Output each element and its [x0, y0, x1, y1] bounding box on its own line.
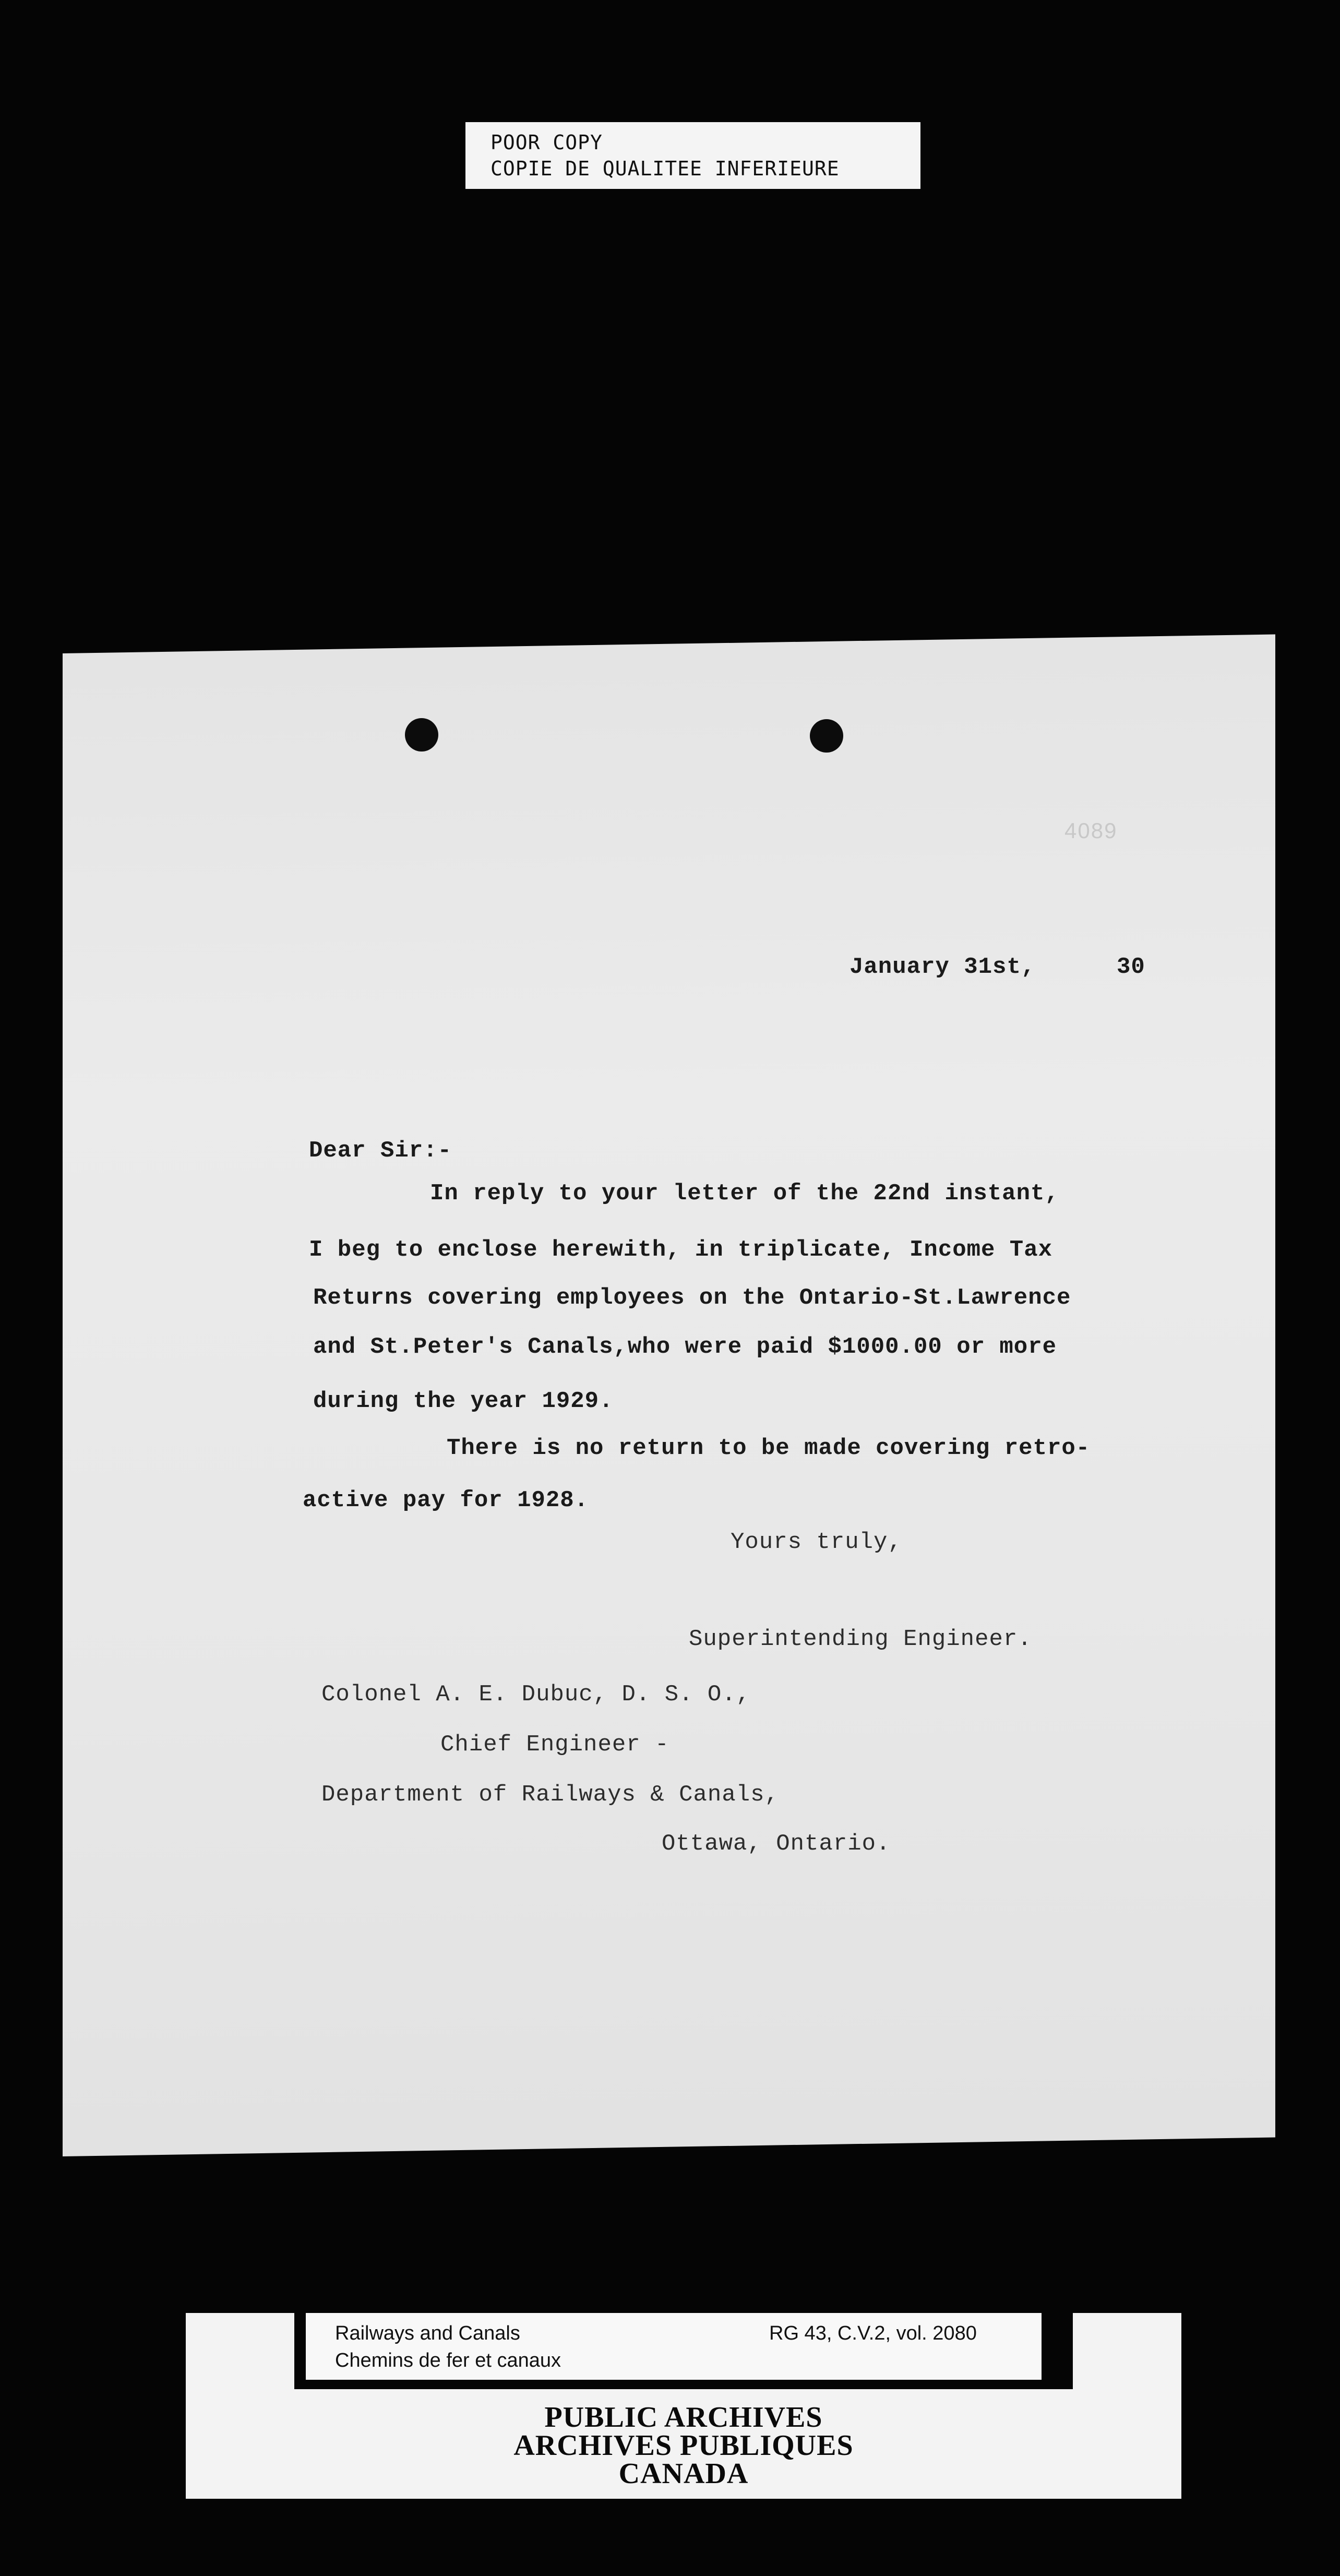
punch-hole [810, 719, 843, 753]
body-line: and St.Peter's Canals,who were paid $1000.00 or more [313, 1334, 1057, 1360]
addressee-line: Chief Engineer - [440, 1732, 669, 1758]
salutation: Dear Sir:- [309, 1138, 452, 1164]
institution-name-fr: ARCHIVES PUBLIQUES [513, 2429, 854, 2462]
letter-page [63, 634, 1275, 2156]
signature-title: Superintending Engineer. [689, 1626, 1032, 1652]
archive-reference-strip [294, 2313, 1073, 2389]
archive-reference-box [306, 2313, 1042, 2380]
punch-hole [405, 718, 438, 752]
body-line: I beg to enclose herewith, in triplicate, Income Tax [309, 1237, 1053, 1263]
body-line: during the year 1929. [313, 1388, 614, 1414]
body-line: There is no return to be made covering retro- [447, 1435, 1091, 1461]
fonds-name-en: Railways and Canals [335, 2322, 520, 2344]
poor-copy-line-fr: COPIE DE QUALITEE INFERIEURE [490, 157, 840, 180]
institution-country: CANADA [618, 2458, 749, 2490]
addressee-line: Ottawa, Ontario. [662, 1831, 891, 1857]
addressee-line: Department of Railways & Canals, [321, 1782, 779, 1808]
addressee-line: Colonel A. E. Dubuc, D. S. O., [321, 1681, 751, 1708]
letter-year: 30 [1117, 954, 1145, 980]
file-number-stamp: 4089 [1064, 818, 1118, 843]
body-line: active pay for 1928. [303, 1487, 589, 1513]
archive-label [186, 2313, 1181, 2499]
body-line: In reply to your letter of the 22nd instant, [430, 1180, 1059, 1207]
poor-copy-label [465, 122, 920, 189]
archive-reference-number: RG 43, C.V.2, vol. 2080 [769, 2322, 977, 2344]
letter-date: January 31st, [850, 954, 1036, 980]
closing: Yours truly, [731, 1529, 902, 1555]
fonds-name-fr: Chemins de fer et canaux [335, 2350, 561, 2371]
body-line: Returns covering employees on the Ontario-St.Lawrence [313, 1285, 1071, 1311]
institution-name-en: PUBLIC ARCHIVES [544, 2401, 823, 2434]
poor-copy-line-en: POOR COPY [490, 131, 603, 154]
